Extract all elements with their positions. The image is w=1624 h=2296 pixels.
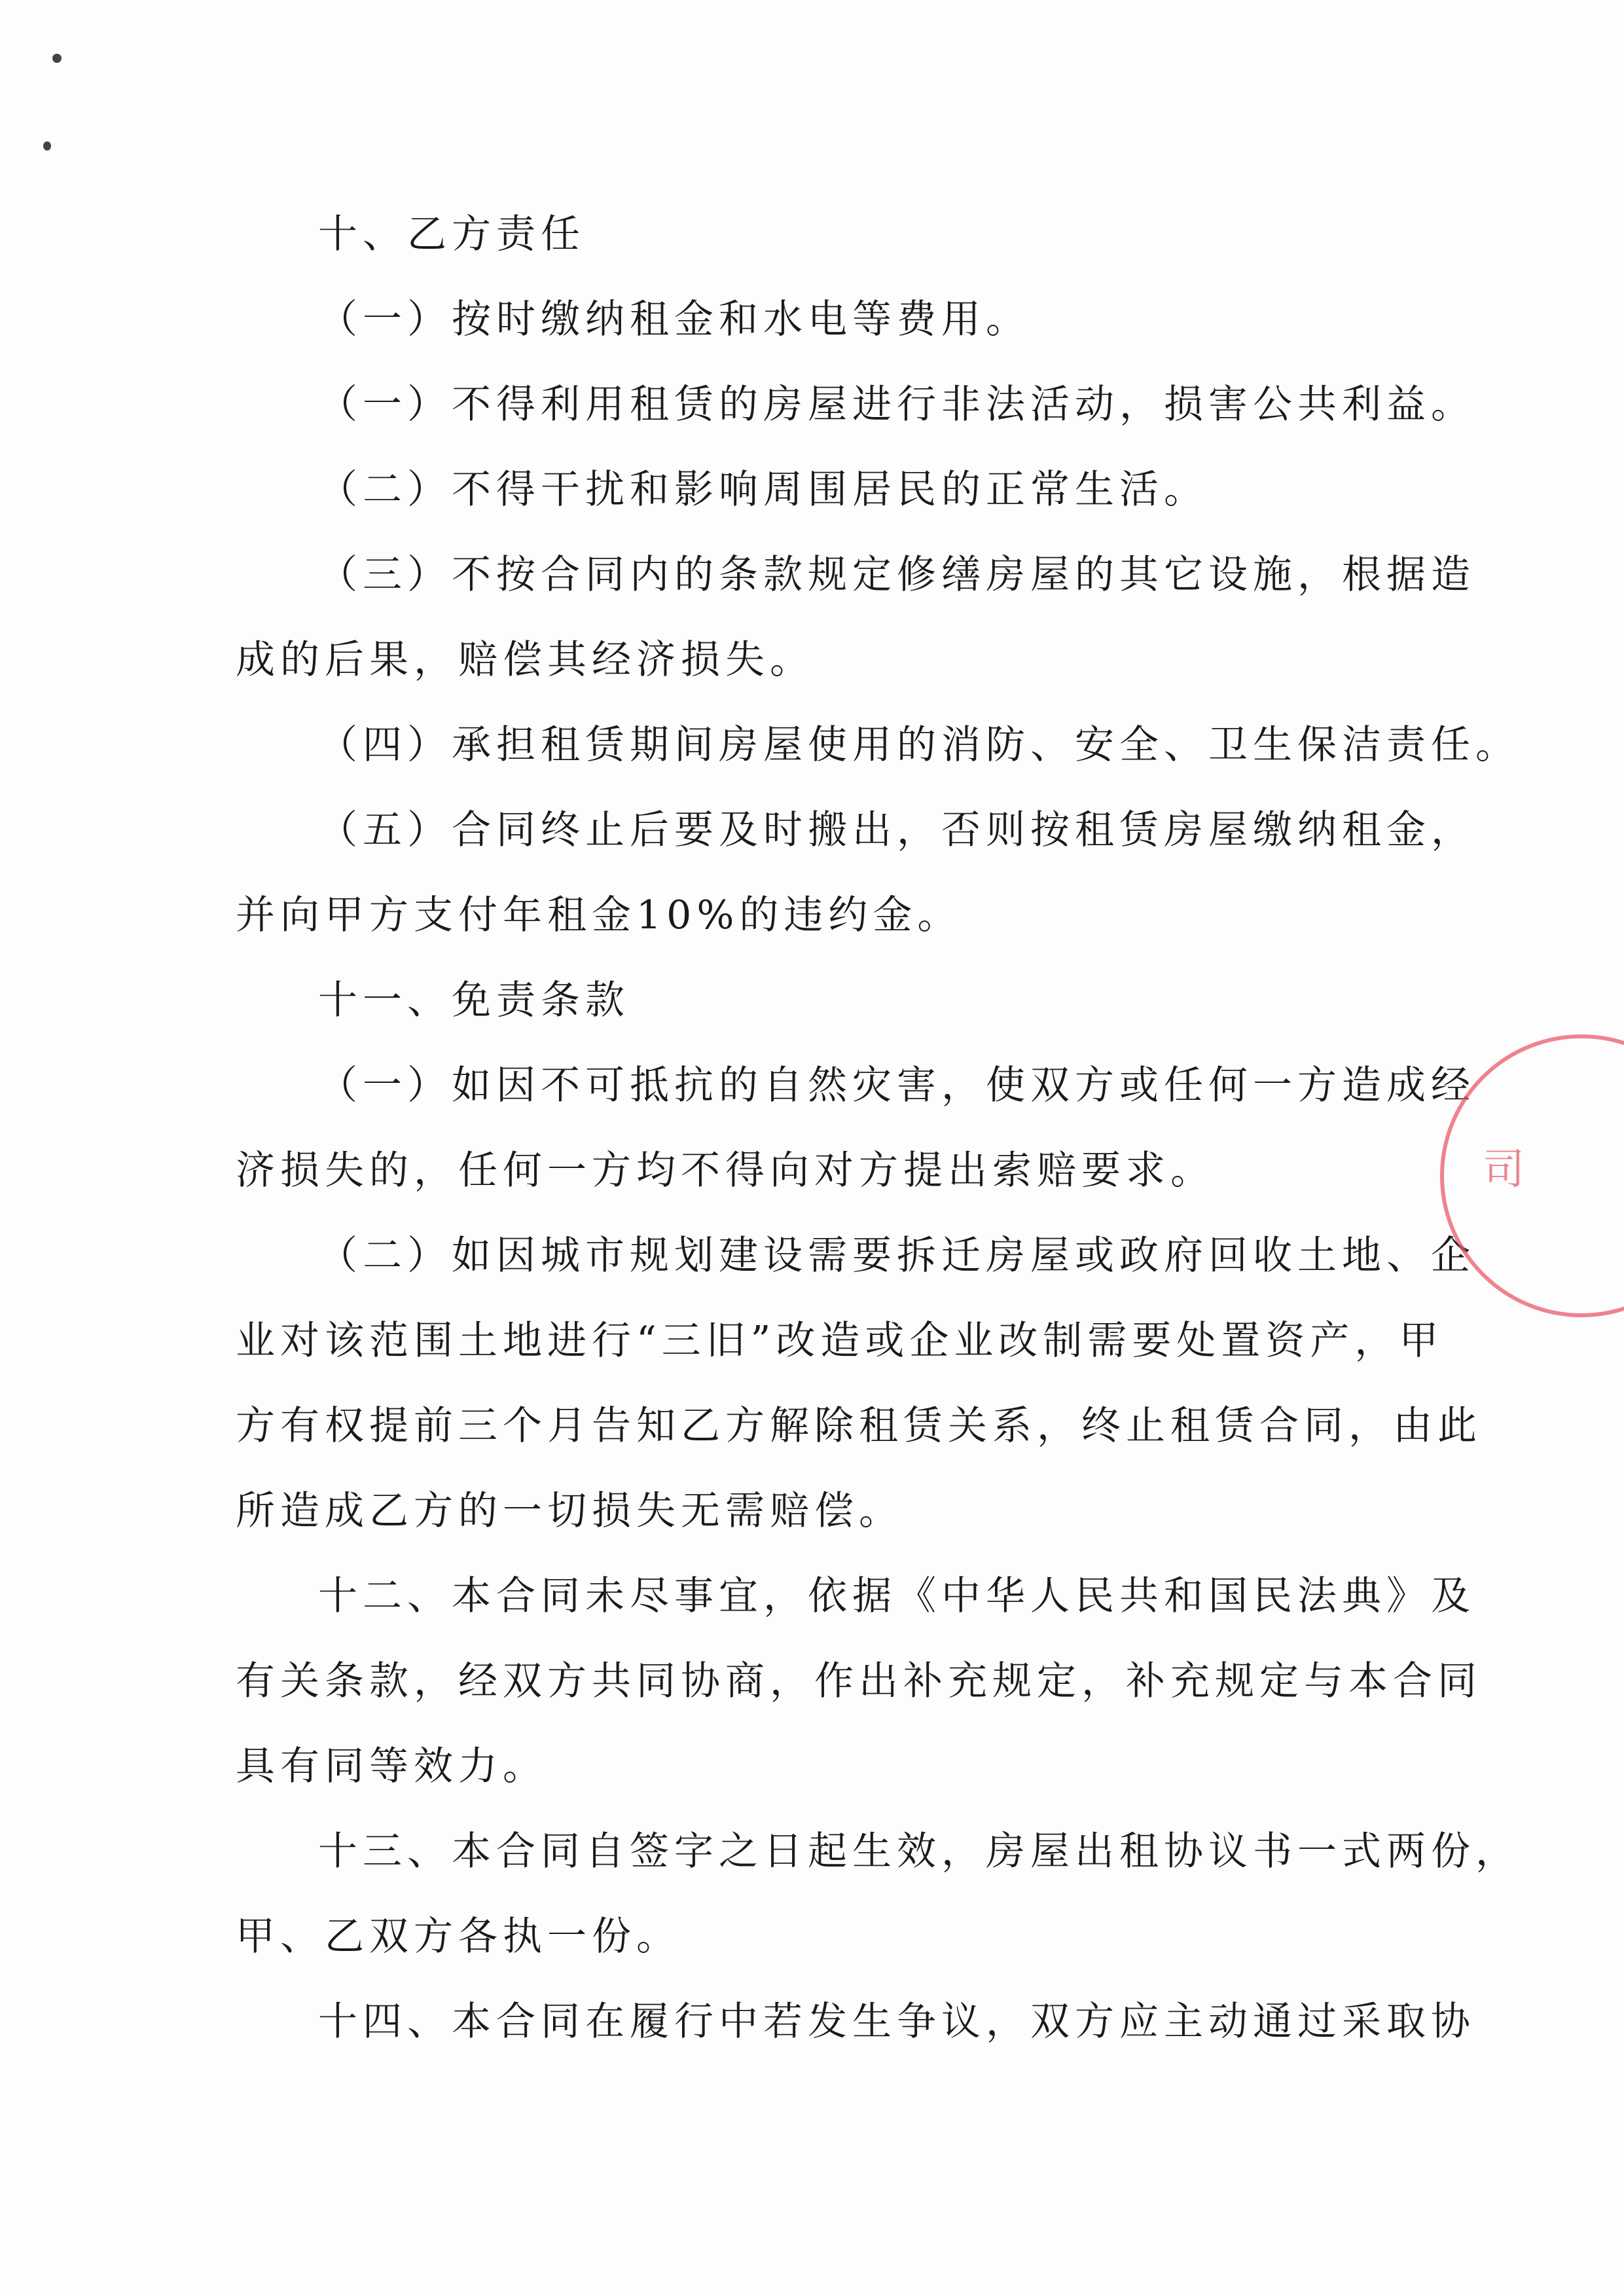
- clause-line: （一）如因不可抵抗的自然灾害，使双方或任何一方造成经: [318, 1063, 1475, 1108]
- clause-line: （三）不按合同内的条款规定修缮房屋的其它设施，根据造: [318, 552, 1475, 598]
- clause-line-continuation: 业对该范围土地进行“三旧”改造或企业改制需要处置资产，甲: [236, 1318, 1444, 1364]
- clause-line-continuation: 甲、乙双方各执一份。: [236, 1914, 681, 1959]
- clause-line-continuation: 并向甲方支付年租金10%的违约金。: [236, 892, 962, 938]
- section-heading-13: 十三、本合同自签字之日起生效，房屋出租协议书一式两份，: [318, 1829, 1520, 1874]
- clause-line-continuation: 方有权提前三个月告知乙方解除租赁关系，终止租赁合同，由此: [236, 1403, 1482, 1449]
- scan-speck: [52, 54, 62, 63]
- clause-line: （一）不得利用租赁的房屋进行非法活动，损害公共利益。: [318, 382, 1475, 428]
- clause-line-continuation: 有关条款，经双方共同协商，作出补充规定，补充规定与本合同: [236, 1658, 1482, 1704]
- clause-line: （四）承担租赁期间房屋使用的消防、安全、卫生保洁责任。: [318, 722, 1520, 768]
- clause-line-continuation: 具有同等效力。: [236, 1743, 547, 1789]
- clause-line: （二）如因城市规划建设需要拆迁房屋或政府回收土地、企: [318, 1233, 1475, 1279]
- clause-line-continuation: 所造成乙方的一切损失无需赔偿。: [236, 1488, 903, 1534]
- clause-line-continuation: 济损失的，任何一方均不得向对方提出索赔要求。: [236, 1148, 1215, 1194]
- section-heading-10: 十、乙方责任: [318, 211, 585, 257]
- clause-line: （一）按时缴纳租金和水电等费用。: [318, 297, 1030, 342]
- section-heading-12: 十二、本合同未尽事宜，依据《中华人民共和国民法典》及: [318, 1573, 1475, 1619]
- clause-line-continuation: 成的后果，赔偿其经济损失。: [236, 637, 814, 683]
- red-seal-stamp-text: 司: [1483, 1146, 1527, 1194]
- scan-speck: [43, 141, 51, 151]
- clause-line: （五）合同终止后要及时搬出，否则按租赁房屋缴纳租金，: [318, 807, 1475, 853]
- section-heading-11: 十一、免责条款: [318, 977, 630, 1023]
- section-heading-14: 十四、本合同在履行中若发生争议，双方应主动通过采取协: [318, 1999, 1475, 2045]
- clause-line: （二）不得干扰和影响周围居民的正常生活。: [318, 467, 1208, 513]
